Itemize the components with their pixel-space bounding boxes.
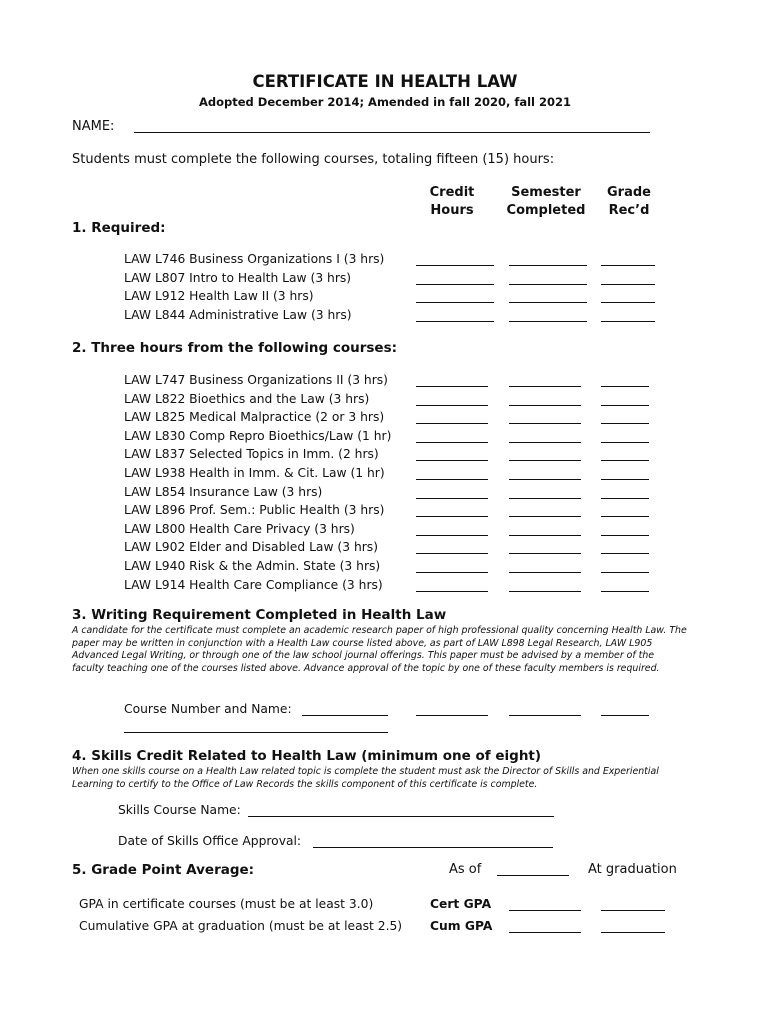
course-label: LAW L800 Health Care Privacy (3 hrs) bbox=[124, 521, 355, 536]
writing-grade-field[interactable] bbox=[601, 702, 649, 716]
page-title: CERTIFICATE IN HEALTH LAW bbox=[252, 72, 518, 91]
semester-field[interactable] bbox=[509, 271, 587, 285]
grade-field[interactable] bbox=[601, 503, 649, 517]
page-subtitle: Adopted December 2014; Amended in fall 2020, fall 2021 bbox=[198, 95, 571, 109]
course-label: LAW L854 Insurance Law (3 hrs) bbox=[124, 484, 323, 499]
credit-hours-field[interactable] bbox=[416, 578, 488, 592]
semester-field[interactable] bbox=[509, 289, 587, 303]
course-name-field-line2[interactable] bbox=[124, 719, 388, 733]
semester-field[interactable] bbox=[509, 429, 581, 443]
column-grade-recd: Grade Rec’d bbox=[607, 185, 651, 218]
semester-field[interactable] bbox=[509, 540, 581, 554]
credit-hours-field[interactable] bbox=[416, 373, 488, 387]
column-semester-completed: Semester Completed bbox=[506, 185, 586, 218]
credit-hours-field[interactable] bbox=[416, 392, 488, 406]
credit-hours-field[interactable] bbox=[416, 522, 488, 536]
semester-field[interactable] bbox=[509, 485, 581, 499]
grade-field[interactable] bbox=[601, 466, 649, 480]
cum-gpa-as-of-field[interactable] bbox=[509, 919, 581, 933]
grade-field[interactable] bbox=[601, 522, 649, 536]
as-of-date-field[interactable] bbox=[497, 862, 569, 876]
course-label: LAW L807 Intro to Health Law (3 hrs) bbox=[124, 270, 352, 285]
grade-field[interactable] bbox=[601, 447, 649, 461]
semester-field[interactable] bbox=[509, 466, 581, 480]
course-label: LAW L902 Elder and Disabled Law (3 hrs) bbox=[124, 540, 379, 555]
credit-hours-field[interactable] bbox=[416, 308, 494, 322]
semester-field[interactable] bbox=[509, 503, 581, 517]
cum-gpa-label: Cumulative GPA at graduation (must be at least 2.5) bbox=[79, 919, 403, 933]
grade-field[interactable] bbox=[601, 252, 655, 266]
semester-field[interactable] bbox=[509, 410, 581, 424]
credit-hours-field[interactable] bbox=[416, 289, 494, 303]
semester-field[interactable] bbox=[509, 522, 581, 536]
skills-course-field[interactable] bbox=[248, 803, 554, 817]
cert-gpa-as-of-field[interactable] bbox=[509, 897, 581, 911]
course-label: LAW L914 Health Care Compliance (3 hrs) bbox=[124, 577, 383, 592]
credit-hours-field[interactable] bbox=[416, 503, 488, 517]
grade-field[interactable] bbox=[601, 410, 649, 424]
credit-hours-field[interactable] bbox=[416, 271, 494, 285]
at-graduation-label: At graduation bbox=[588, 862, 677, 877]
cert-gpa-graduation-field[interactable] bbox=[601, 897, 665, 911]
semester-field[interactable] bbox=[509, 559, 581, 573]
course-label: LAW L940 Risk & the Admin. State (3 hrs) bbox=[124, 559, 381, 573]
grade-field[interactable] bbox=[601, 271, 655, 285]
course-label: LAW L844 Administrative Law (3 hrs) bbox=[124, 307, 352, 322]
section3-description: A candidate for the certificate must complete an academic research paper of high professional quality concerning Health Law. The paper may be written in conjunction with a Health Law course listed above, as part of LAW L898 Legal Research, LAW L905 Advanced Legal Writing, or through one of the law school journal offerings. This paper must be advised by a member of the faculty teaching one of the courses listed above. Advance approval of the topic by one of these faculty members is required. bbox=[72, 625, 687, 674]
credit-hours-field[interactable] bbox=[416, 410, 488, 424]
credit-hours-field[interactable] bbox=[416, 252, 494, 266]
course-label: LAW L912 Health Law II (3 hrs) bbox=[124, 289, 314, 303]
semester-field[interactable] bbox=[509, 392, 581, 406]
grade-field[interactable] bbox=[601, 308, 655, 322]
skills-approval-label: Date of Skills Office Approval: bbox=[118, 834, 302, 848]
semester-field[interactable] bbox=[509, 578, 581, 592]
course-label: LAW L938 Health in Imm. & Cit. Law (1 hr) bbox=[124, 466, 385, 480]
writing-credit-hours-field[interactable] bbox=[416, 702, 488, 716]
skills-course-label: Skills Course Name: bbox=[118, 803, 241, 817]
semester-field[interactable] bbox=[509, 252, 587, 266]
intro-text: Students must complete the following courses, totaling fifteen (15) hours: bbox=[72, 152, 555, 167]
as-of-label: As of bbox=[449, 862, 482, 877]
credit-hours-field[interactable] bbox=[416, 447, 488, 461]
section5-title: 5. Grade Point Average: bbox=[72, 862, 255, 878]
grade-field[interactable] bbox=[601, 429, 649, 443]
skills-approval-date-field[interactable] bbox=[313, 834, 553, 848]
section1-title: 1. Required: bbox=[72, 220, 166, 236]
semester-field[interactable] bbox=[509, 447, 581, 461]
course-label: LAW L837 Selected Topics in Imm. (2 hrs) bbox=[124, 447, 379, 462]
semester-field[interactable] bbox=[509, 373, 581, 387]
grade-field[interactable] bbox=[601, 392, 649, 406]
grade-field[interactable] bbox=[601, 485, 649, 499]
course-label: LAW L896 Prof. Sem.: Public Health (3 hrs) bbox=[124, 503, 385, 518]
course-label: LAW L830 Comp Repro Bioethics/Law (1 hr) bbox=[124, 428, 392, 443]
section4-title: 4. Skills Credit Related to Health Law (minimum one of eight) bbox=[72, 748, 542, 764]
grade-field[interactable] bbox=[601, 540, 649, 554]
course-label: LAW L747 Business Organizations II (3 hrs) bbox=[124, 373, 388, 387]
course-number-label: Course Number and Name: bbox=[124, 702, 292, 716]
course-label: LAW L746 Business Organizations I (3 hrs) bbox=[124, 252, 385, 266]
cum-gpa-tag: Cum GPA bbox=[430, 919, 493, 933]
writing-semester-field[interactable] bbox=[509, 702, 581, 716]
credit-hours-field[interactable] bbox=[416, 485, 488, 499]
cum-gpa-graduation-field[interactable] bbox=[601, 919, 665, 933]
section2-title: 2. Three hours from the following courses: bbox=[72, 340, 398, 356]
grade-field[interactable] bbox=[601, 373, 649, 387]
name-field[interactable] bbox=[134, 119, 650, 133]
credit-hours-field[interactable] bbox=[416, 429, 488, 443]
grade-field[interactable] bbox=[601, 289, 655, 303]
course-name-field[interactable] bbox=[302, 702, 388, 716]
grade-field[interactable] bbox=[601, 578, 649, 592]
cert-gpa-tag: Cert GPA bbox=[430, 897, 492, 911]
name-label: NAME: bbox=[72, 119, 115, 134]
course-label: LAW L825 Medical Malpractice (2 or 3 hrs) bbox=[124, 410, 385, 425]
credit-hours-field[interactable] bbox=[416, 559, 488, 573]
cert-gpa-label: GPA in certificate courses (must be at least 3.0) bbox=[79, 897, 374, 911]
section4-description: When one skills course on a Health Law related topic is complete the student must ask the Director of Skills and Experiential Learning to certify to the Office of Law Records the skills component of this certificate is complete. bbox=[72, 766, 659, 790]
credit-hours-field[interactable] bbox=[416, 466, 488, 480]
semester-field[interactable] bbox=[509, 308, 587, 322]
course-label: LAW L822 Bioethics and the Law (3 hrs) bbox=[124, 391, 370, 406]
grade-field[interactable] bbox=[601, 559, 649, 573]
credit-hours-field[interactable] bbox=[416, 540, 488, 554]
column-credit-hours: Credit Hours bbox=[429, 185, 475, 218]
section3-title: 3. Writing Requirement Completed in Health Law bbox=[72, 607, 447, 623]
